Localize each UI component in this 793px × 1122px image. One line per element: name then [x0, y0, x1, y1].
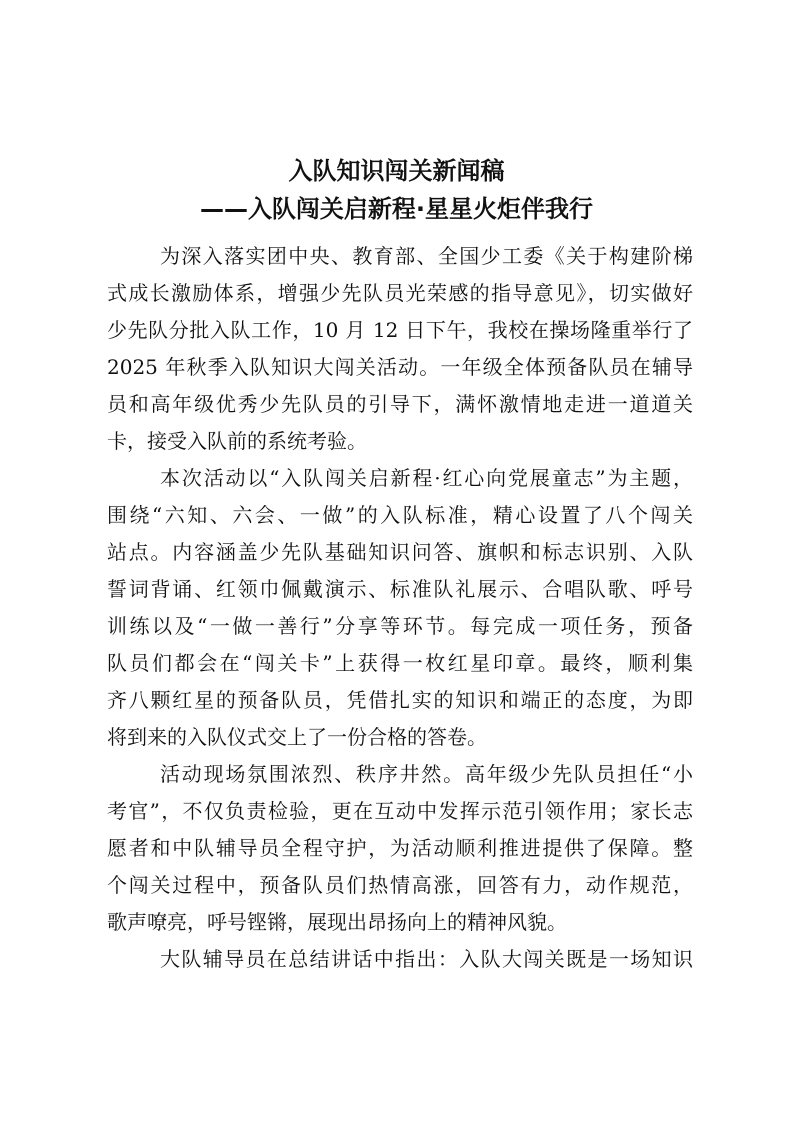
- document-title: 入队知识闯关新闻稿: [288, 157, 505, 185]
- text-line: 愿者和中队辅导员全程守护，为活动顺利推进提供了保障。整: [107, 836, 693, 860]
- text-line: 活动现场氛围浓烈、秩序井然。高年级少先队员担任“小: [160, 762, 693, 786]
- text-line: 卡，接受入队前的系统考验。: [107, 429, 367, 453]
- text-line: 将到来的入队仪式交上了一份合格的答卷。: [107, 725, 487, 749]
- paragraph: [107, 756, 693, 941]
- text-line: 本次活动以“入队闯关启新程·红心向党展童志”为主题，: [160, 466, 693, 490]
- text-line: 少先队分批入队工作，10 月 12 日下午，我校在操场隆重举行了: [107, 318, 693, 342]
- text-line: 员和高年级优秀少先队员的引导下，满怀激情地走进一道道关: [107, 392, 693, 416]
- text-line: 歌声嘹亮，呼号铿锵，展现出昂扬向上的精神风貌。: [107, 910, 567, 934]
- text-line: 训练以及“一做一善行”分享等环节。每完成一项任务，预备: [107, 614, 693, 638]
- text-line: 大队辅导员在总结讲话中指出：入队大闯关既是一场知识: [160, 947, 693, 971]
- text-line: 站点。内容涵盖少先队基础知识问答、旗帜和标志识别、入队: [107, 540, 693, 564]
- text-line: 围绕“六知、六会、一做”的入队标准，精心设置了八个闯关: [107, 503, 693, 527]
- paragraph: [107, 941, 693, 978]
- text-line: 2025 年秋季入队知识大闯关活动。一年级全体预备队员在辅导: [107, 355, 693, 379]
- text-line: 誓词背诵、红领巾佩戴演示、标准队礼展示、合唱队歌、呼号: [107, 577, 693, 601]
- document-subtitle: ——入队闯关启新程·星星火炬伴我行: [199, 195, 594, 223]
- text-line: 个闯关过程中，预备队员们热情高涨，回答有力，动作规范，: [107, 873, 693, 897]
- document-body: [107, 238, 693, 978]
- text-line: 齐八颗红星的预备队员，凭借扎实的知识和端正的态度，为即: [107, 688, 693, 712]
- text-line: 队员们都会在“闯关卡”上获得一枚红星印章。最终，顺利集: [107, 651, 693, 675]
- text-line: 式成长激励体系，增强少先队员光荣感的指导意见》，切实做好: [107, 281, 693, 305]
- paragraph: [107, 238, 693, 460]
- text-line: 为深入落实团中央、教育部、全国少工委《关于构建阶梯: [160, 244, 693, 268]
- text-line: 考官”，不仅负责检验，更在互动中发挥示范引领作用；家长志: [107, 799, 693, 823]
- paragraph: [107, 460, 693, 756]
